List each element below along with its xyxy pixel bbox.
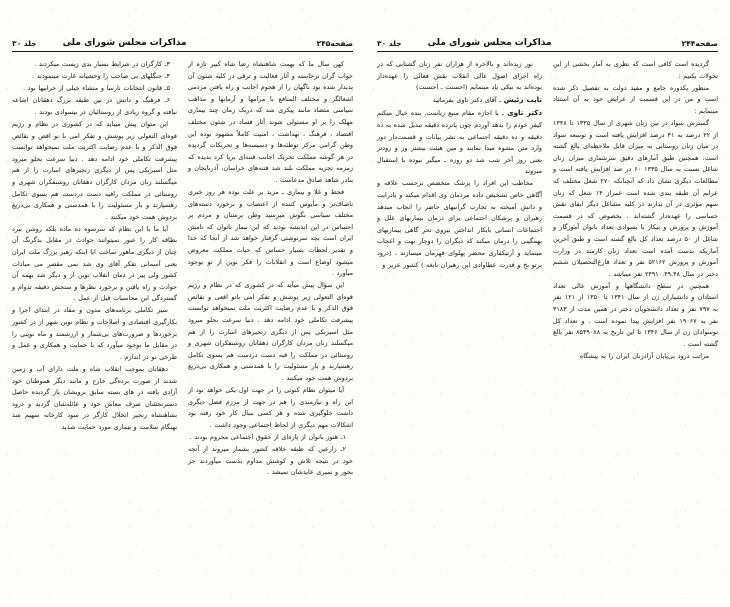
left-page-columns — [12, 59, 353, 607]
left-page-column-2 — [12, 59, 177, 607]
paragraph: آیا ما با این نظام که سرسوه ده ماده بلکه روشن ببرد بطاقه کار را عبور نمیتوانند حوادث در مقابل بدگرنگ آن چنان از دیگری ماهور ساخت ابا اینکه رهبر بزرگ ملت ایران یعنی آسمانی تفکر آقای وی شد نمی مقصر می مبادات کشور ولی پیر در دمان انقلاب نوین از و دیگر شد بهمه آن حوادث و راه یافتن و برخورد نظرها و سنجش دقیقه تدوام و گستردگی این محاسبات قبل از عمل . — [12, 224, 177, 303]
paragraph: گسترش سواد در بین زنان شهری از سال ۱۳۳۵ تا ۱۳۴۸ از ۲۲ درصد به ۴۱ درصد افزایش یافته است و توسعه سواد در میان زنان روستایی به میزان قابل ملاحظه‌ای بالغ گشته است. همچنین طبق آمارهای دقیق سرشماری میزان زنان شاغل نسبت به سال ۱۳۳۵ ۶۰ در صد افزایش یافته است و مطالعات دیگری نشان داد که آنچنانکه ۲۷۰ شغل مختلف که عرایم آن طبقه بندی شده است عمراز ۱۴ شغل که زنان سهم مؤثری در آن ندارند در کلیه مشاغل دیگر ایفای نقش حساسی را عهده‌دار گشته‌اند . بخصوص که در قسمت آموزش و پرورش و بیکار با بسوادی تعداد بانوان آموزگار و شاغل از ۵۰ درصد تعداد کل بالغ گشته است و طبق آخرین آماریکه بدست آمده است تعداد زنان کارمند در وزارت آموزش و پرورش ۵۲۱۶۲ نفر و تعداد فارغ‌التحصیلان ششم دختر در سال ۲۴۹۱۰.۴۹.۴۸ نفر میباشد . — [553, 118, 719, 278]
right-page-column-1 — [553, 59, 718, 607]
list-item: ۳ـ کارگران در شرایط بسیار بدی زیست میکردند . — [34, 60, 170, 68]
paragraph: این سؤال پیش میآید که در کشوری که در نظام و رژیم قوه‌ای التعولی زیر پوشش و تفکر امی باتو اقعی و نقائص فوق الذکر و با عدم رضایت اکثریت ملت نمیخواهد توانست پیشرفت تکاملی خود ادامه دهد . دنیا سرعت بجلو میرود مثل اسیربکی پس از دیگری زنجیرهای اسارت را از هم میگسلند زنان مردان کارگران دهقانان روشنفکران شهری و روستائی در مملکت را قبه دست دردست هم بسوی تکامل رهسپارند و بار مسئولیت را با همدستی و همکاری بی‌دریغ بردوش همت خود میکنند . — [188, 281, 353, 383]
speaker-name: دکتر تاوی — [507, 108, 542, 118]
paragraph: کهن سال ما که بهمت شاهنشاه رضا شاه کبیر تازه از خواب گران برخاسته و آثار فعالیت و ترقی در کلیه شئون آن پدیدار شده بود ناگهان را از هجوم اجانب و راه یافتن مردمی اشغالگر و مختلف المنافع با مرامها و آرمانها و مذاهب سیاسی متضاد مانند پیکری شد که دربک زمان چند بیماری مهلک را بر او مستولی شوند آثار فساد در شئون مختلف اقتصاد ، فرهنگ ، بهداشت ، امنیت کاملاً مشهود بوده این وطن گرامی مرکز توطئه‌ها و دسیسه‌ها و تحریکات گردیده در هر گوشه مملکت تحریک اجانب فتنه‌ای برپا کرد بدیده که زمزمه تجزیه مملکت بلند شد فتنه‌های خراسان، آذربایجان و بنادر شاهد صادق مدعاست . — [188, 60, 353, 184]
speaker-text: ـ آقای دکتر تاوی بفرمائید — [432, 96, 504, 105]
paragraph: همچنین در سطح دانشگاهها و آموزش عالی تعداد استادان و دانشیاران زن از سال ۱۳۴۱ تا ۱۳۵۰ از ۱۲۱ نفر به ۷۹۷ نفر و تعداد دانشجویان دختر در همین مدت از ۴۱۸۳ نفر به ۱۹۰۶۷ نفر افزایش پیدا نموده است . و تعداد کل نوسوادان زن از سال ۱۳۴۶ تا این تاریخ به ۸۵۴۹۰۸۸ نفر بالغ گشته است . — [553, 281, 719, 348]
right-page-title: مذاکرات مجلس شورای ملی — [427, 38, 552, 48]
list-item: ۶ـ فرهنگ و دانش در بین طبقه بزرگ دهقانان اشاعه نیافته و گروه زیادی از روستائیان در بیسوادی بودند . — [12, 96, 177, 116]
paragraph: دهقانان بموجب انقلاب شاه و ملت دارای آب و زمین شدند از صورت برده‌گی خارج و مانند دیگر هموطنان خود آزادی یافته در های بسته سابق برویشان باز گردیده حاصل دسترنجشان صرف معاش خود و عائله‌شان گردید و درود بشاهنشاه زنجیر انحلال کارگر در سود کارخانه سهیم شد بهنگام سلامت و بیماری مورد حمایت شدید — [12, 364, 177, 431]
list-item: ۵ـ قانون انتخابات نارسا و منشاء خیلی از خرابیها بود . — [23, 84, 170, 93]
left-page-title: مذاکرات مجلس شورای ملی — [62, 38, 187, 48]
left-page-volume: جلد ۳۰ — [12, 39, 37, 48]
right-page — [365, 0, 730, 599]
right-page-number: صفحه۲۴۴ — [681, 39, 718, 48]
speaker-paragraph — [377, 94, 542, 107]
speaker-text: ـ با اجازه مقام منیع ریاست، بنده خیال میکنم کیفر خودم را بدهد آوردم چون پانزده دقیقه تبدیل شده به ده دقیقه و ده دقیقه اجتماعی به نشر بیانات و قسمت‌دار دور وارد متن مشوه مبدا نمایند و مین هیئت بیشتر وز و زودتر بعنی روز آخر شب شد دو روزه ـ میگیر نبوده با استقبال میروند — [377, 109, 542, 176]
left-page — [0, 0, 365, 599]
list-item: ۴ـ جنگلهای بی صاحب را وحشیانه غارت مینمودند . — [32, 72, 170, 81]
paragraph: گردیده است کافی است که نظری به آمار بخشی از این تحولات بکنیم : — [553, 60, 718, 80]
paragraph: مراتب درود بی‌پایان آزادزنان ایران را به پیشگاه — [579, 351, 709, 360]
right-page-columns — [377, 59, 718, 607]
speaker-name: نایب رئیس — [503, 95, 542, 105]
paragraph: منظور یکدوره جامع و مفید دولت به تفصیل ذکر شده است و من در این قسمت از عرایض خود به آن استناد مینمایم : — [553, 83, 718, 115]
paragraph: مخاطب این افراد را پزشک متخصص برحسب علاقه و آگاهی خاص تشخیص داده مردمان وی اقدام میکند و بادرایت و دانش آمیخته به تجارب گرانبهای حاضر را انجاب میدهد رهبران و پزشکان اجتماعی برای درمان بیماربهای علل و اجتماعات انسانی بابکار انداختن نیروی تحر گاهی بیماربهای بهمگینی را درمان میکند که دیگران را دوچار بهت و اعجاب مینماید و آرتیکفاری محضر پهلوای قهرمان میسازند ، (درود برتو بخ و قدرت عطاوادی این رهبران نابغه ) کشور عزیز و — [377, 179, 542, 269]
paragraph: سیر تکاملی برنامه‌های مدون و مفاد در ابتدای اجرا و بکارگیری اقتصادی و اصلاحات و نظام نوین شهر از در کشور برخوردها و ضرورت‌های بی‌شمار و ارزشمند و ماه نوینی را در مقابل ما بوجود میآورد که با حمایت و همکاری و عمل و طرحی نو در اندازم . — [12, 306, 177, 361]
right-page-header — [377, 22, 718, 52]
list-item: ۲ـ زارعین که طبقه خلاقه کشور بشمار میروند از آنچه خود در نتیجه تلاش و کوشش مداوم بدست میآوردند جز بخور و نمیری عایدشان نمیشد . — [188, 445, 353, 477]
paragraph: نور زیده‌اند و بالاخره از هزاران نفر زنان گشتابی که در راه اجرای اصول عالی انقلاب نقش فعالی را عهده‌دار بوده‌اند به نیکی یاد مینمایم (احسنت ـ احسنت) — [377, 60, 542, 92]
speaker-paragraph — [377, 107, 542, 178]
paragraph: قحط و غلا و بیماری ـ مزید بر علت بوده هر روز خبری ناصاف‌تر و مأیوس کننده از اعتصاب و برخورد دسته‌های مختلف سیاسی بگوش میرسید وطن پرستان و مردم پر احساس در این اندیشه بودند که این بیمار ناتوان که نامش ایران است بچه سرنوشتی گرفتار خواهد شد از آنجا که خدا و تقدیر لحظات بسیار حساس که حیات مملکت معروض میشود اوضاع است و انقلابات را فکر نوین از نو بوجود میآورد . — [188, 188, 353, 278]
paragraph: آیا میتوان نظام کنونی را در جهت اول یکی خواهد بود از این راه و نیازمندی را هم در جهت از مرزم فضل دیگری داشت جلوگیری شده و هر کسی بنبال کار خود رفته بود اشکالات مهم دیگری از لحاظ اجتماعی وجود داشت . — [188, 386, 353, 429]
left-page-column-1 — [188, 59, 353, 607]
left-page-number: صفحه۲۴۵ — [316, 39, 353, 48]
paragraph: این متوان پیش میباید که در کشوری در نظام و رژیم قوه‌ای التعولی زیر پوشش و تفکر امی با نو اقص و نقائص فوق الذکر و با عدم رضایت اکثریت ملت نمیخواهد توانست پیشرفت تکاملی خود ادامه دهد . دنیا سرعت بجلو میرود مثل اسیربکی پس از دیگری زنجیرهای اسارت را از هم میگسلند زنان مردان کارگران دهقانان روشنفکران شهری و روستائی در مملکت رافیه دست دردست هم بسوی تکامل رهسپارند و بار مسئولیت را با همدستی و همکاری بی‌دریغ بردوش همت خود میکنند . — [12, 119, 177, 221]
list-item: ۱ـ هنوز بانوان از پاره‌ای از حقوق اجتماعی محروم بودند . — [189, 433, 346, 441]
right-page-volume: جلد ۳۰ — [377, 39, 402, 48]
left-page-header — [12, 22, 353, 52]
right-page-column-2 — [377, 59, 542, 607]
